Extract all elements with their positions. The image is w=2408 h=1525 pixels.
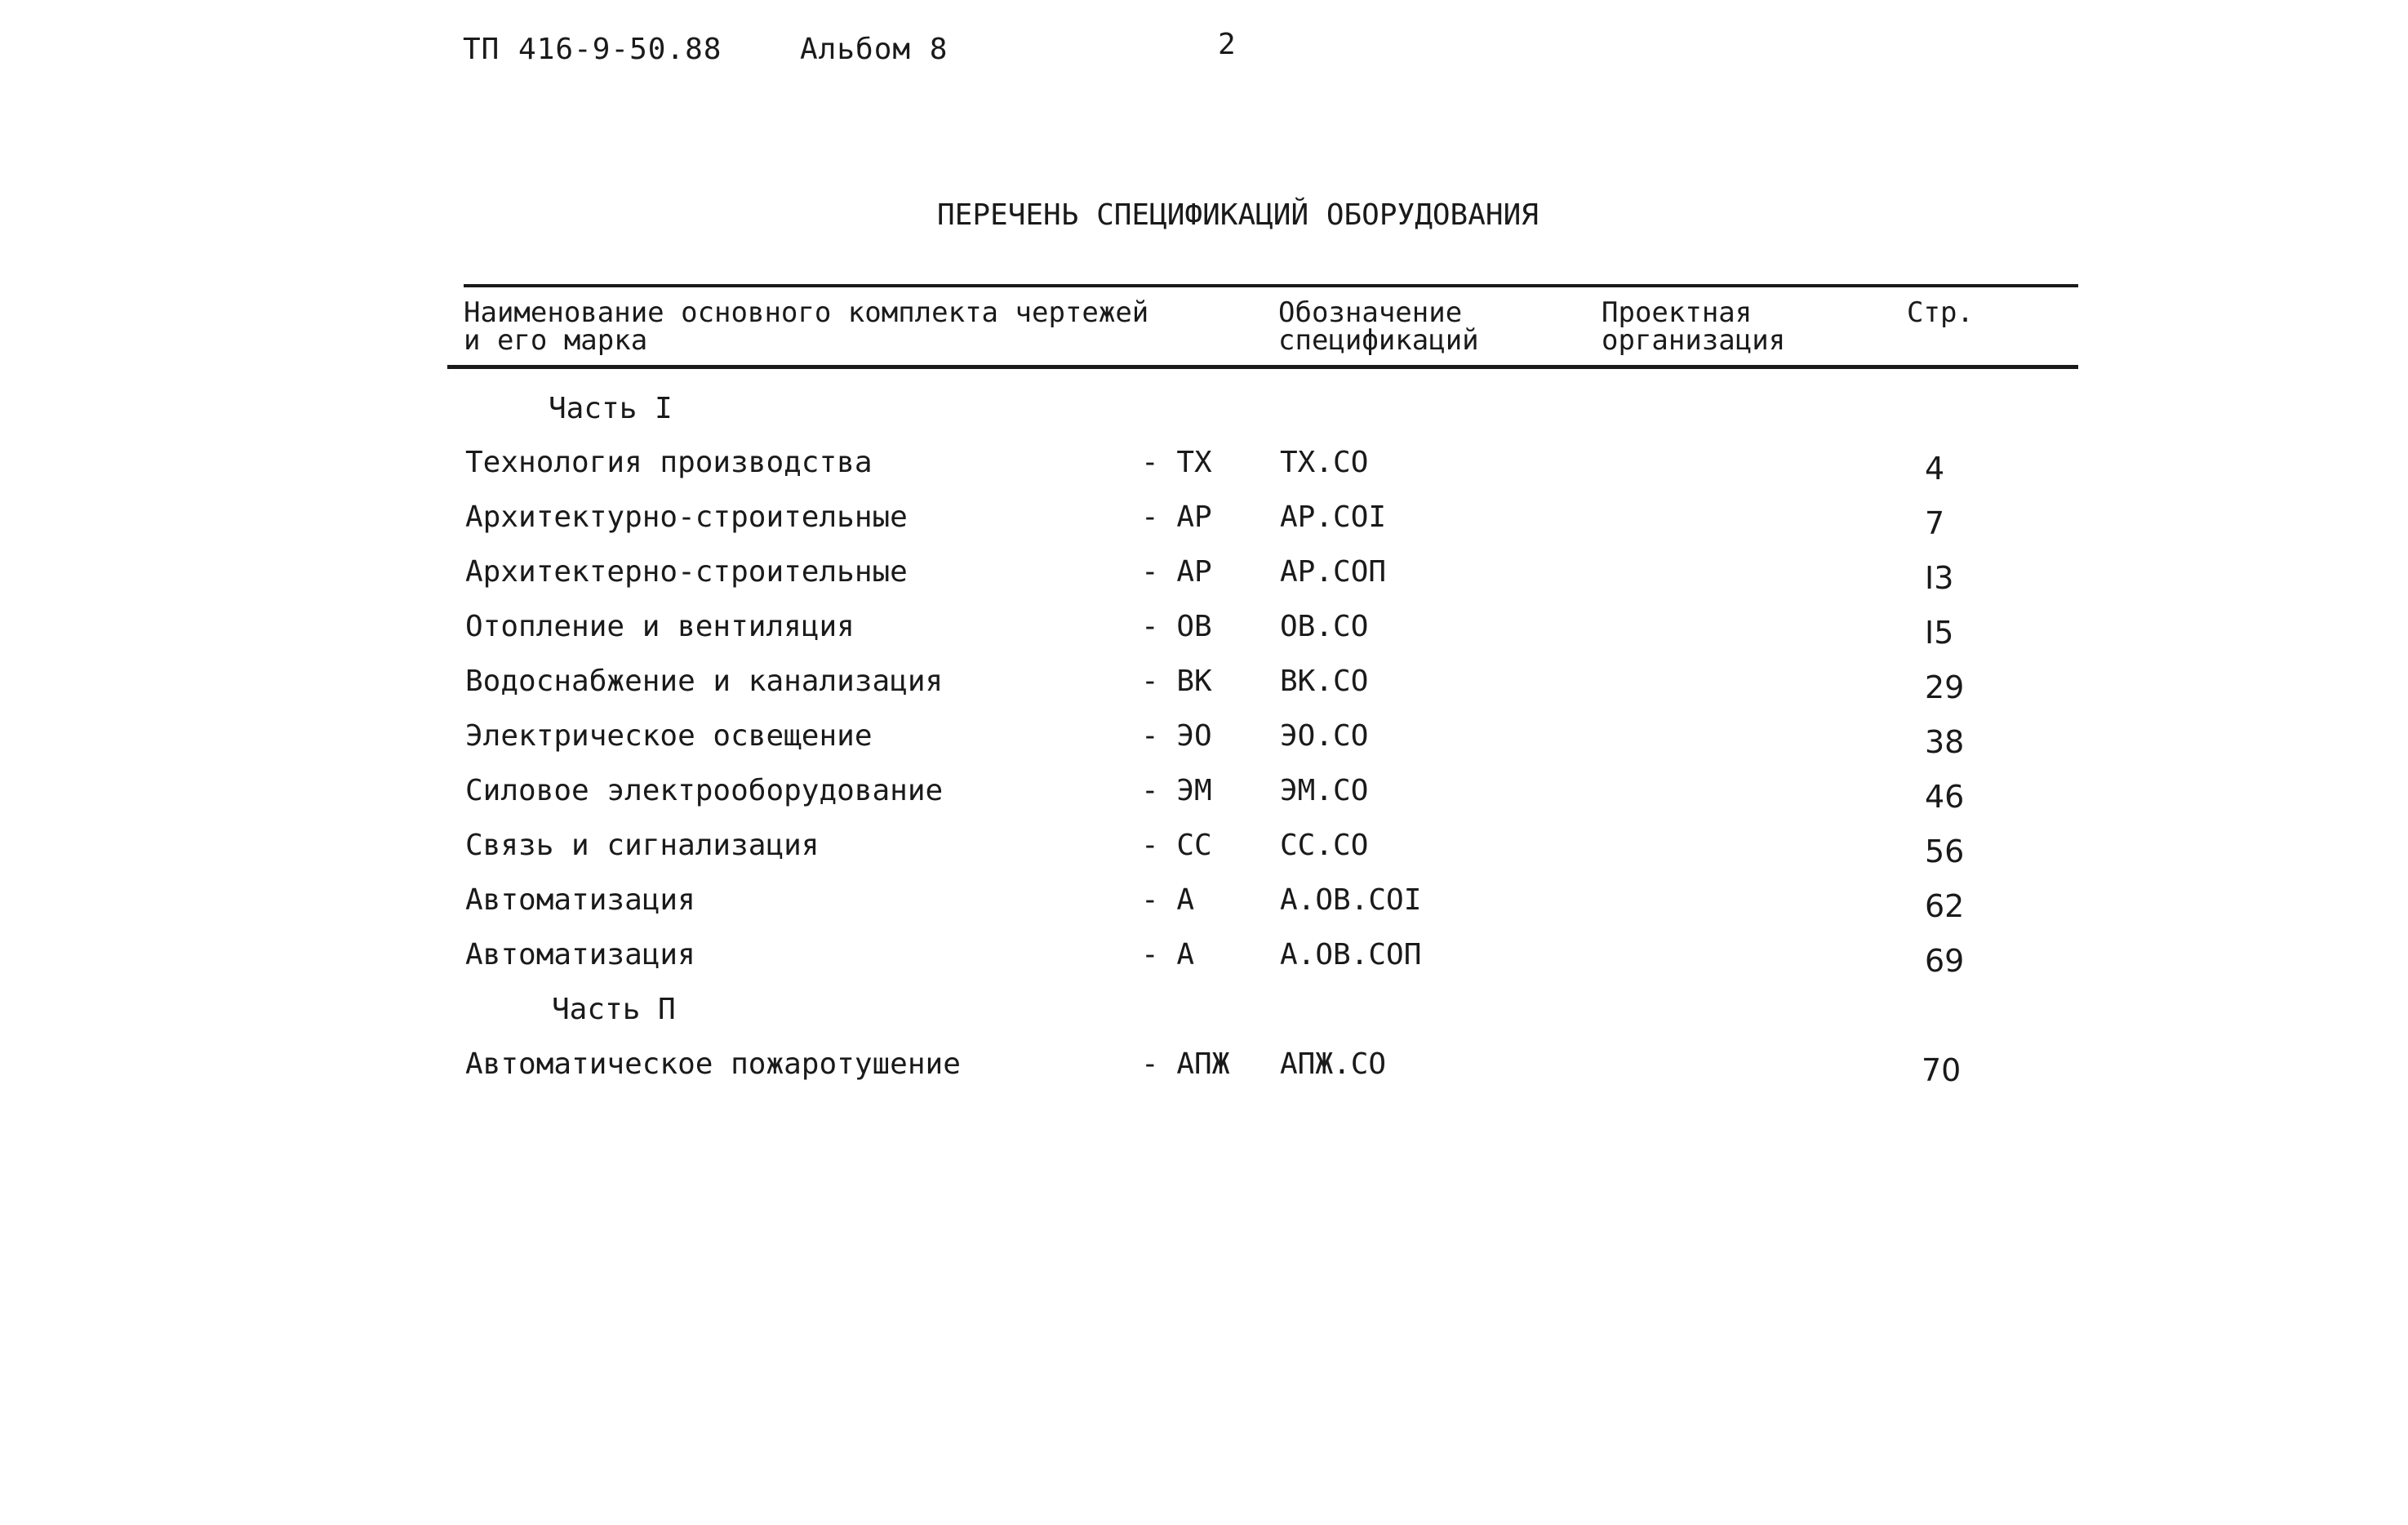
- row-designation: СС.СО: [1280, 829, 1369, 862]
- row-page: 70: [1922, 1052, 1961, 1088]
- row-designation: ВК.СО: [1280, 665, 1369, 698]
- table-top-rule: [464, 284, 2078, 287]
- row-mark: - А: [1141, 938, 1195, 971]
- row-designation: ЭО.СО: [1280, 719, 1369, 753]
- row-page: I3: [1925, 560, 1954, 596]
- row-name: Водоснабжение и канализация: [465, 665, 944, 698]
- row-page: 7: [1925, 505, 1945, 541]
- document-code: ТП 416-9-50.88: [463, 33, 722, 66]
- row-designation: А.ОВ.СОI: [1280, 883, 1422, 917]
- row-page: 29: [1925, 669, 1965, 705]
- row-designation: АР.СОI: [1280, 500, 1387, 534]
- column-header-name-line2: и его марка: [464, 324, 648, 357]
- row-mark: - АР: [1141, 500, 1212, 534]
- table-header-bottom-rule: [447, 365, 2078, 369]
- row-page: I5: [1925, 615, 1954, 651]
- page-number: 2: [1218, 28, 1237, 61]
- row-name: Отопление и вентиляция: [465, 610, 855, 643]
- section-label-part-1: Часть I: [549, 392, 673, 425]
- row-page: 62: [1925, 888, 1965, 924]
- row-name: Электрическое освещение: [465, 719, 873, 753]
- column-header-org-line2: организация: [1602, 324, 1786, 357]
- row-page: 4: [1925, 451, 1945, 487]
- row-mark: - АР: [1141, 555, 1212, 589]
- row-designation: ОВ.СО: [1280, 610, 1369, 643]
- row-page: 69: [1925, 943, 1965, 979]
- section-label-part-2: Часть П: [552, 993, 676, 1026]
- row-designation: А.ОВ.СОП: [1280, 938, 1422, 971]
- row-page: 56: [1925, 834, 1965, 869]
- row-mark: - ЭМ: [1141, 774, 1212, 807]
- row-mark: - ОВ: [1141, 610, 1212, 643]
- row-name: Автоматизация: [465, 883, 695, 917]
- row-page: 46: [1925, 779, 1965, 815]
- row-mark: - А: [1141, 883, 1195, 917]
- column-header-org-line1: Проектная: [1602, 296, 1753, 329]
- column-header-designation-line2: спецификаций: [1278, 324, 1479, 357]
- column-header-page: Стр.: [1907, 296, 1974, 329]
- row-mark: - АПЖ: [1141, 1047, 1230, 1081]
- row-designation: АР.СОП: [1280, 555, 1387, 589]
- row-name: Архитектерно-строительные: [465, 555, 908, 589]
- page-title: ПЕРЕЧЕНЬ СПЕЦИФИКАЦИЙ ОБОРУДОВАНИЯ: [937, 198, 1539, 232]
- column-header-name-line1: Наименование основного комплекта чертежей: [464, 296, 1149, 329]
- row-mark: - СС: [1141, 829, 1212, 862]
- row-name: Силовое электрооборудование: [465, 774, 944, 807]
- album-label: Альбом 8: [800, 33, 949, 66]
- column-header-designation-line1: Обозначение: [1278, 296, 1463, 329]
- row-name: Автоматическое пожаротушение: [465, 1047, 961, 1081]
- row-designation: ЭМ.СО: [1280, 774, 1369, 807]
- row-name: Технология производства: [465, 446, 873, 479]
- row-designation: АПЖ.СО: [1280, 1047, 1387, 1081]
- row-name: Архитектурно-строительные: [465, 500, 908, 534]
- row-mark: - ТХ: [1141, 446, 1212, 479]
- row-designation: ТХ.СО: [1280, 446, 1369, 479]
- row-name: Автоматизация: [465, 938, 695, 971]
- row-mark: - ВК: [1141, 665, 1212, 698]
- row-mark: - ЭО: [1141, 719, 1212, 753]
- row-name: Связь и сигнализация: [465, 829, 820, 862]
- row-page: 38: [1925, 724, 1965, 760]
